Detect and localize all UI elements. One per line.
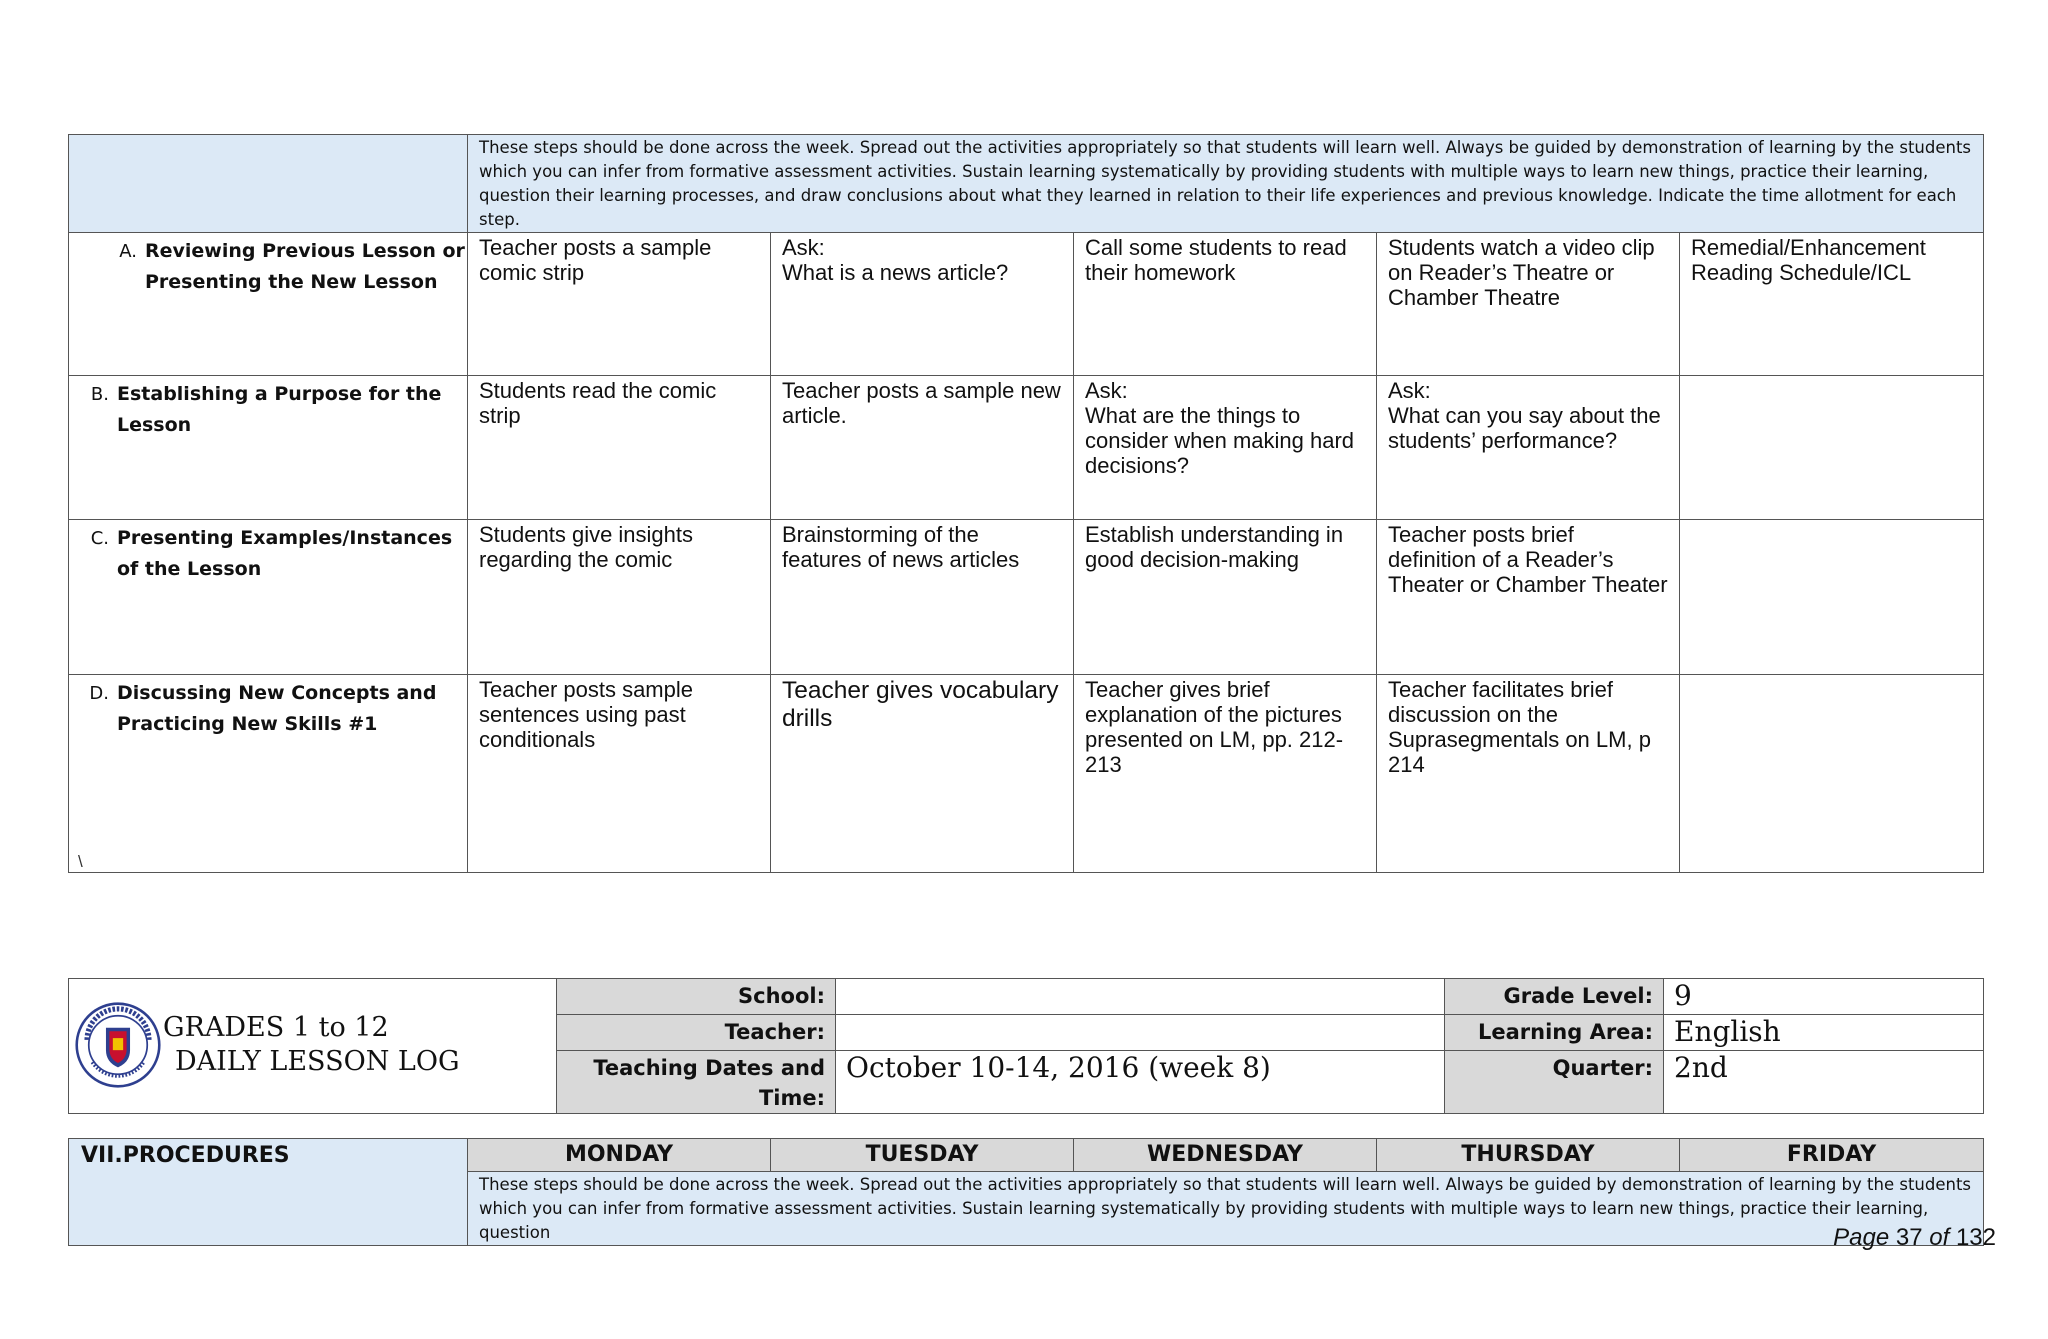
teaching-dates-label: Teaching Dates and Time: (557, 1051, 836, 1114)
cell-monday: Teacher posts a sample comic strip (468, 233, 771, 376)
table-row (69, 675, 1984, 873)
day-header-tuesday: TUESDAY (771, 1139, 1074, 1172)
school-value (836, 979, 1445, 1015)
procedure-label-text: Establishing a Purpose for the Lesson (117, 383, 442, 436)
grade-level-value: 9 (1664, 979, 1984, 1015)
procedures-table (68, 1138, 1984, 1246)
procedure-label-text: Discussing New Concepts and Practicing New Skills #1 (117, 682, 437, 735)
page-total: 132 (1955, 1224, 1996, 1251)
teacher-value (836, 1015, 1445, 1051)
cell-friday: Remedial/Enhancement Reading Schedule/ICL (1680, 233, 1984, 376)
day-header-thursday: THURSDAY (1377, 1139, 1680, 1172)
cell-friday (1680, 520, 1984, 675)
procedure-label-text: Presenting Examples/Instances of the Lesson (117, 527, 453, 580)
cell-friday (1680, 376, 1984, 520)
instructions-note: These steps should be done across the week. Spread out the activities appropriately so that students will learn well. Always be guided by demonstration of learning by the students which you can infer from formative assessment activities. Sustain learning systematically by providing students with multiple ways to learn new things, practice their learning, question their learning processes, and draw conclusions about what they learned in relation to their life experiences and previous knowledge. Indicate the time allotment for each step. (468, 135, 1984, 233)
cell-friday (1680, 675, 1984, 873)
cell-wednesday: Call some students to read their homework (1074, 233, 1377, 376)
quarter-value: 2nd (1664, 1051, 1984, 1114)
cell-thursday: Teacher posts brief definition of a Reader’s Theater or Chamber Theater (1377, 520, 1680, 675)
day-header-monday: MONDAY (468, 1139, 771, 1172)
cell-tuesday: Teacher posts a sample new article. (771, 376, 1074, 520)
procedure-letter: D. (89, 683, 109, 704)
cell-monday: Teacher posts sample sentences using past conditionals (468, 675, 771, 873)
table-row (69, 233, 1984, 376)
learning-area-value: English (1664, 1015, 1984, 1051)
table-row (69, 520, 1984, 675)
cell-wednesday: Teacher gives brief explanation of the pictures presented on LM, pp. 212-213 (1074, 675, 1377, 873)
procedure-label-c (69, 520, 468, 675)
procedure-letter: B. (90, 384, 109, 405)
procedure-label-b (69, 376, 468, 520)
day-header-wednesday: WEDNESDAY (1074, 1139, 1377, 1172)
stray-backslash: \ (78, 852, 83, 871)
cell-thursday: Students watch a video clip on Reader’s Theatre or Chamber Theatre (1377, 233, 1680, 376)
teaching-dates-value: October 10-14, 2016 (week 8) (836, 1051, 1445, 1114)
cell-monday: Students give insights regarding the comic (468, 520, 771, 675)
cell-wednesday: Establish understanding in good decision-making (1074, 520, 1377, 675)
page-word: Page (1833, 1224, 1890, 1251)
table-row (69, 376, 1984, 520)
procedure-label-a (69, 233, 468, 376)
learning-area-label: Learning Area: (1445, 1015, 1664, 1051)
cell-wednesday: Ask: What are the things to consider when making hard decisions? (1074, 376, 1377, 520)
cell-tuesday: Brainstorming of the features of news articles (771, 520, 1074, 675)
procedure-letter: A. (119, 241, 137, 262)
section-title: VII.PROCEDURES (69, 1139, 468, 1246)
page-current: 37 (1895, 1224, 1923, 1251)
cell-thursday: Ask: What can you say about the students’ performance? (1377, 376, 1680, 520)
cell-monday: Students read the comic strip (468, 376, 771, 520)
procedure-label-d (69, 675, 468, 873)
page-of-word: of (1929, 1224, 1950, 1251)
teacher-label: Teacher: (557, 1015, 836, 1051)
day-header-friday: FRIDAY (1680, 1139, 1984, 1172)
grade-level-label: Grade Level: (1445, 979, 1664, 1015)
lesson-log-header (68, 978, 1984, 1114)
deped-seal-icon (75, 1002, 161, 1088)
header-title-line2: DAILY LESSON LOG (175, 1045, 460, 1077)
page-number (1833, 1224, 1996, 1252)
header-title-cell (69, 979, 557, 1114)
procedure-letter: C. (90, 528, 109, 549)
cell-tuesday: Ask: What is a news article? (771, 233, 1074, 376)
quarter-label: Quarter: (1445, 1051, 1664, 1114)
cell-thursday: Teacher facilitates brief discussion on the Suprasegmentals on LM, p 214 (1377, 675, 1680, 873)
instructions-note: These steps should be done across the week. Spread out the activities appropriately so that students will learn well. Always be guided by demonstration of learning by the students which you can infer from formative assessment activities. Sustain learning systematically by providing students with multiple ways to learn new things, practice their learning, question (468, 1172, 1984, 1246)
procedures-table-continued (68, 134, 1984, 873)
procedure-label-text: Reviewing Previous Lesson or Presenting the New Lesson (145, 240, 465, 293)
cell-tuesday: Teacher gives vocabulary drills (771, 675, 1074, 873)
header-title-line1: GRADES 1 to 12 (163, 1011, 389, 1043)
blank-label-cell (69, 135, 468, 233)
school-label: School: (557, 979, 836, 1015)
